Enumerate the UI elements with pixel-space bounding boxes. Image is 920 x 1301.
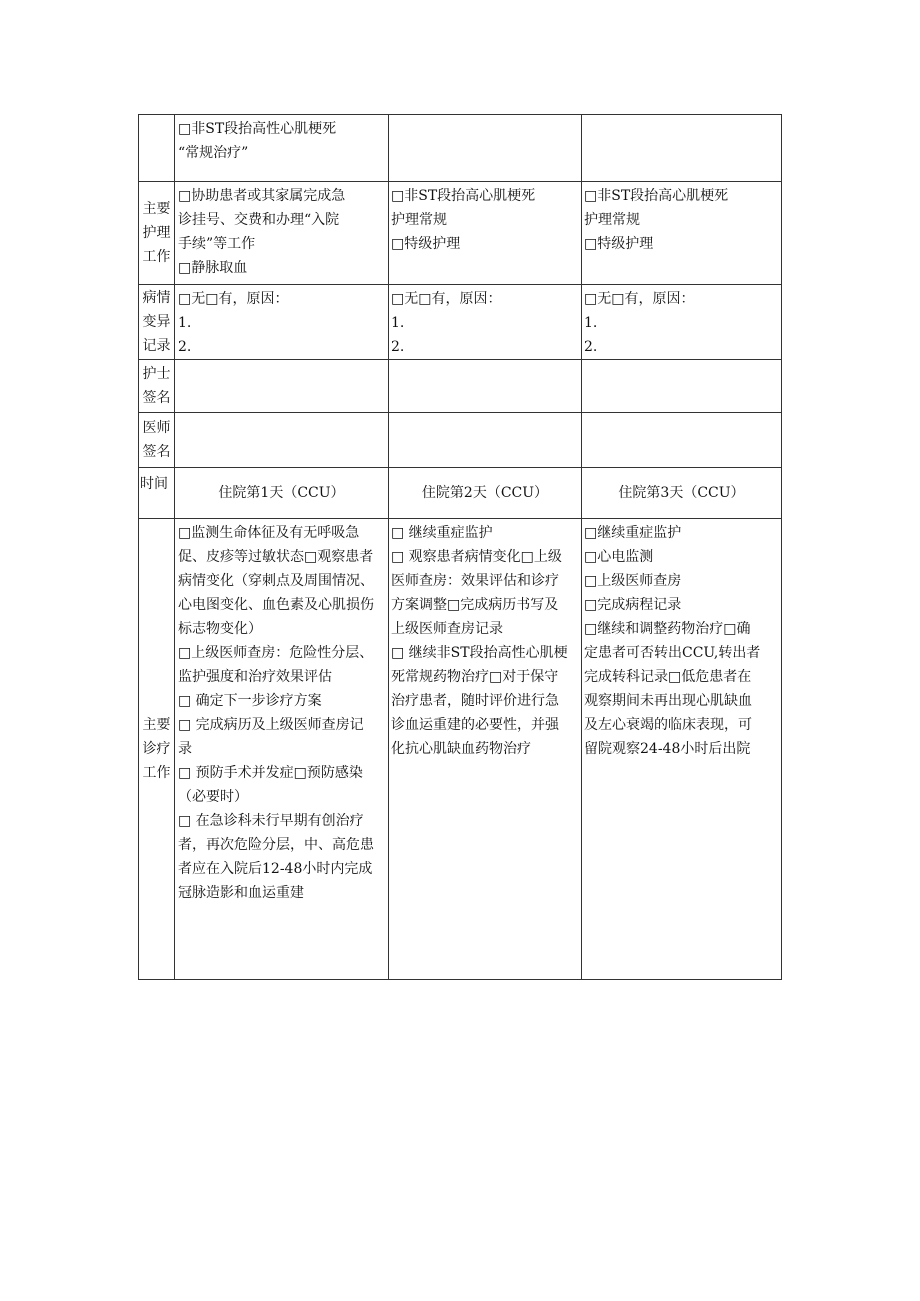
text-line: □继续重症监护 — [584, 525, 682, 541]
nurse-sign-col1[interactable] — [175, 360, 389, 412]
diagnosis-col2 — [389, 519, 582, 979]
variation-col3 — [582, 285, 781, 359]
text-line: 1. — [178, 315, 192, 331]
table-row-time — [138, 467, 782, 518]
table-row-variation — [138, 284, 782, 359]
text-line: 诊挂号、交费和办理“入院 — [178, 212, 340, 228]
text-line: 手续”等工作 — [178, 236, 256, 252]
text-line: 1. — [584, 315, 598, 331]
text-line: □ 在急诊科未行早期有创治疗 — [178, 813, 364, 829]
text-line: 医师查房：效果评估和诊疗 — [391, 573, 559, 589]
text-line: 冠脉造影和血运重建 — [178, 885, 304, 901]
text-line: □完成病程记录 — [584, 597, 682, 613]
text-line: 病情变化（穿刺点及周围情况、 — [178, 573, 374, 589]
text-line: 死常规药物治疗□对于保守 — [391, 669, 559, 685]
text-line: 者应在入院后12-48小时内完成 — [178, 861, 373, 877]
row-label-nurse-sign — [139, 360, 175, 412]
nursing-col3 — [582, 182, 781, 284]
text-line: 1. — [391, 315, 405, 331]
row-label-doctor-sign — [139, 413, 175, 467]
top-col3 — [582, 115, 781, 181]
text-line: 观察期间未再出现心肌缺血 — [584, 693, 752, 709]
text-line: □协助患者或其家属完成急 — [178, 188, 346, 204]
text-line: □监测生命体征及有无呼吸急 — [178, 525, 360, 541]
text-line: 2. — [178, 339, 192, 355]
top-col1 — [175, 115, 389, 181]
text-line: □无□有，原因： — [391, 291, 502, 307]
text-line: 监护强度和治疗效果评估 — [178, 669, 332, 685]
text-line: 化抗心肌缺血药物治疗 — [391, 741, 531, 757]
day2-header — [389, 468, 582, 518]
day2-title: 住院第2天（CCU） — [421, 485, 549, 501]
variation-col2 — [389, 285, 582, 359]
label-char: 签名 — [142, 444, 171, 460]
nursing-col1 — [175, 182, 389, 284]
text-line: “常规治疗” — [178, 145, 249, 161]
label-char: 主要 — [142, 717, 171, 733]
day1-title: 住院第1天（CCU） — [218, 485, 345, 501]
row-label-empty — [139, 115, 175, 181]
text-line: 护理常规 — [391, 212, 447, 228]
text-line: 录 — [178, 741, 192, 757]
nursing-col2 — [389, 182, 582, 284]
nurse-sign-col2[interactable] — [389, 360, 582, 412]
text-line: 方案调整□完成病历书写及 — [391, 597, 559, 613]
text-line: 及左心衰竭的临床表现，可 — [584, 717, 752, 733]
text-line: □上级医师查房 — [584, 573, 682, 589]
text-line: □无□有，原因： — [584, 291, 695, 307]
label-char: 变异 — [142, 314, 171, 330]
text-line: 留院观察24-48小时后出院 — [584, 741, 751, 757]
label-char: 记录 — [142, 338, 171, 354]
text-line: □无□有，原因： — [178, 291, 289, 307]
table-row-doctor-sign — [138, 412, 782, 467]
text-line: 心电图变化、血色素及心肌损伤 — [178, 597, 374, 613]
label-char: 护理 — [142, 225, 171, 241]
text-line: □非ST段抬高性心肌梗死 — [178, 121, 337, 137]
text-line: 护理常规 — [584, 212, 640, 228]
text-line: □静脉取血 — [178, 260, 248, 276]
text-line: 者，再次危险分层，中、高危患 — [178, 837, 374, 853]
nurse-sign-col3[interactable] — [582, 360, 781, 412]
label-char: 诊疗 — [142, 741, 171, 757]
text-line: 2. — [584, 339, 598, 355]
text-line: □特级护理 — [391, 236, 461, 252]
diagnosis-col3 — [582, 519, 781, 979]
label-char: 工作 — [142, 765, 171, 781]
text-line: （必要时） — [178, 789, 248, 805]
row-label-nursing — [139, 182, 175, 284]
label-char: 主要 — [142, 201, 171, 217]
text-line: □上级医师查房：危险性分层、 — [178, 645, 374, 661]
top-col2 — [389, 115, 582, 181]
label-char: 签名 — [142, 390, 171, 406]
row-label-variation — [139, 285, 175, 359]
text-line: □ 继续重症监护 — [391, 525, 493, 541]
day3-header — [582, 468, 781, 518]
text-line: □ 完成病历及上级医师查房记 — [178, 717, 364, 733]
row-label-diagnosis — [139, 519, 175, 979]
text-line: □继续和调整药物治疗□确 — [584, 621, 751, 637]
text-line: 诊血运重建的必要性，并强 — [391, 717, 559, 733]
text-line: □非ST段抬高心肌梗死 — [391, 188, 536, 204]
label-char: 医师 — [142, 420, 171, 436]
label-char: 护士 — [142, 366, 171, 382]
clinical-pathway-table — [138, 114, 782, 980]
text-line: 2. — [391, 339, 405, 355]
text-line: □ 继续非ST段抬高性心肌梗 — [391, 645, 568, 661]
time-label: 时间 — [140, 476, 168, 492]
doctor-sign-col1[interactable] — [175, 413, 389, 467]
text-line: 治疗患者，随时评价进行急 — [391, 693, 559, 709]
text-line: 定患者可否转出CCU,转出者 — [584, 645, 761, 661]
label-char: 病情 — [142, 290, 171, 306]
text-line: 完成转科记录□低危患者在 — [584, 669, 752, 685]
text-line: □非ST段抬高心肌梗死 — [584, 188, 729, 204]
table-row-diagnosis — [138, 518, 782, 980]
row-label-time — [139, 468, 175, 518]
day3-title: 住院第3天（CCU） — [618, 485, 745, 501]
text-line: □ 预防手术并发症□预防感染 — [178, 765, 363, 781]
text-line: □ 观察患者病情变化□上级 — [391, 549, 562, 565]
text-line: □ 确定下一步诊疗方案 — [178, 693, 322, 709]
label-char: 工作 — [142, 249, 171, 265]
variation-col1 — [175, 285, 389, 359]
day1-header — [175, 468, 389, 518]
doctor-sign-col2[interactable] — [389, 413, 582, 467]
doctor-sign-col3[interactable] — [582, 413, 781, 467]
table-row-top — [138, 114, 782, 181]
text-line: 标志物变化） — [178, 621, 262, 637]
text-line: □心电监测 — [584, 549, 654, 565]
table-row-nursing — [138, 181, 782, 284]
diagnosis-col1 — [175, 519, 389, 979]
table-row-nurse-sign — [138, 359, 782, 412]
text-line: 上级医师查房记录 — [391, 621, 503, 637]
text-line: □特级护理 — [584, 236, 654, 252]
text-line: 促、皮疹等过敏状态□观察患者 — [178, 549, 374, 565]
